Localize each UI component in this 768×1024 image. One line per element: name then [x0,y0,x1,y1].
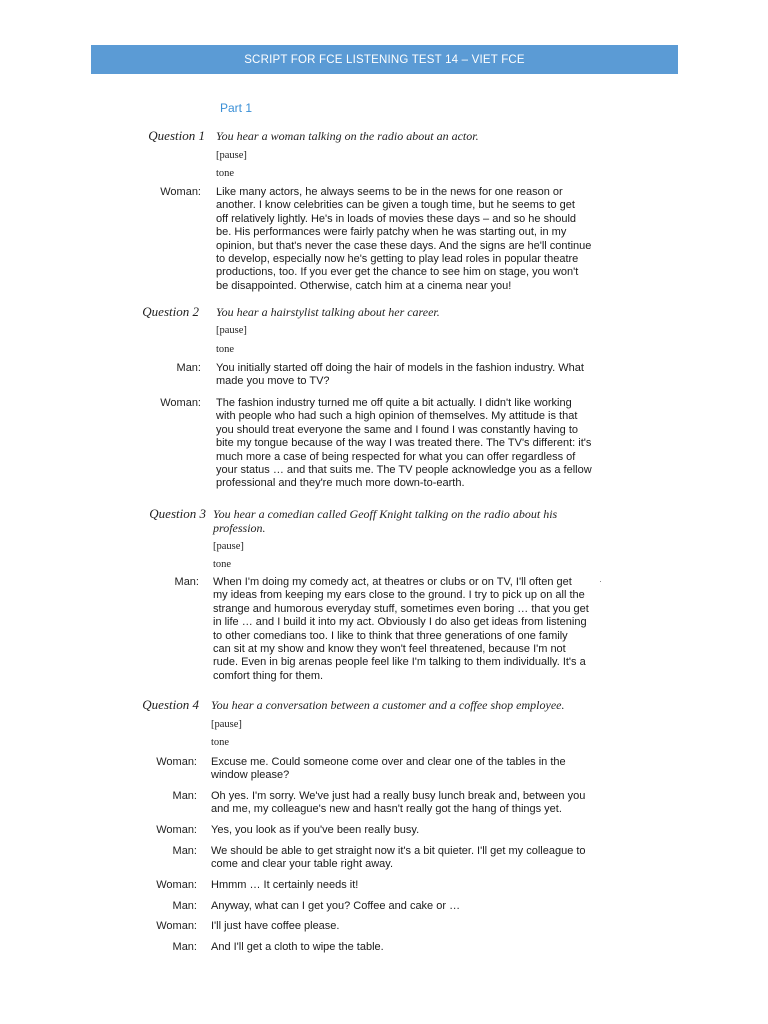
scan-speck [600,581,601,582]
q2-woman-speech [216,397,592,491]
q2-man-speech [216,362,584,389]
prompt-line: profession. [213,521,266,535]
question-1-prompt: You hear a woman talking on the radio about an actor. [216,129,479,143]
speech-line: Hmmm … It certainly needs it! [211,879,359,891]
speech-line: Oh yes. I'm sorry. We've just had a really busy lunch break and, between you [211,790,586,802]
speech-line: with people who had such a high opinion of themselves. My attitude is that [216,410,578,423]
q4-turn-speaker: Man: [172,900,197,912]
speech-line: much more a case of being respected for what you can offer regardless of [216,450,576,463]
q3-speaker: Man: [174,576,199,588]
q2-pause: [pause] [216,325,247,336]
speech-line: Yes, you look as if you've been really busy. [211,824,420,836]
speech-line: Anyway, what can I get you? Coffee and cake or … [211,900,461,912]
q4-turn-speech [211,900,460,913]
question-4-prompt: You hear a conversation between a customer and a coffee shop employee. [211,698,565,712]
q4-turn-speaker: Man: [172,790,197,802]
speech-line: and me, my colleague's new and hasn't really got the hang of things yet. [211,803,562,816]
question-4-label: Question 4 [142,697,199,712]
speech-line: your status … and that suits me. The TV people acknowledge you as a fellow [216,464,592,477]
q3-pause: [pause] [213,541,244,552]
speech-line: strange and humorous everyday stuff, sometimes even boring … that you get [213,602,589,615]
speech-line: be. His performances were fairly patchy when he was starting out, in my [216,226,567,239]
speech-line: rude. Even in big arenas people feel like I'm talking to them individually. It's a [213,656,586,669]
speech-line: You initially started off doing the hair of models in the fashion industry. What [216,362,584,374]
speech-line: made you move to TV? [216,375,330,388]
q4-turn-speaker: Woman: [156,879,197,891]
speech-line: you should treat everyone the same and I found I was constantly having to [216,423,579,436]
part-heading: Part 1 [220,101,253,115]
speech-line: to other comedians too. I like to think that three generations of one family [213,629,568,642]
speech-line: The fashion industry turned me off quite a bit actually. I didn't like working [216,397,572,409]
q2-man-speaker: Man: [176,362,201,374]
speech-line: bite my tongue because of the way I was treated there. The TV's different: it's [216,437,592,450]
q4-turn-speech [211,845,586,872]
speech-line: another. I know celebrities can be given a tough time, but he seems to get [216,199,575,212]
q4-turn-speaker: Woman: [156,920,197,932]
speech-line: We should be able to get straight now it's a bit quieter. I'll get my colleague to [211,845,586,857]
q1-speech [216,186,591,293]
q4-tone: tone [211,737,230,748]
prompt-line: You hear a comedian called Geoff Knight talking on the radio about his [213,507,558,521]
speech-line: When I'm doing my comedy act, at theatres or clubs or on TV, I'll often get [213,576,572,588]
speech-line: opinion, but that's never the case these days. And the signs are he'll continue [216,239,592,252]
q2-woman-speaker: Woman: [160,397,201,409]
q4-pause: [pause] [211,719,242,730]
question-3-prompt [213,507,557,535]
q4-turn-speaker: Woman: [156,824,197,836]
speech-line: off relatively lightly. He's in loads of movies these days – and so he should [216,212,577,225]
q4-turn-speech [211,824,419,837]
speech-line: be disappointed. Otherwise, catch him at a cinema near you! [216,279,512,292]
speech-line: professional and they're much more down-to-earth. [216,477,465,490]
speech-line: window please? [211,769,290,782]
q1-speaker: Woman: [160,186,201,198]
q1-tone: tone [216,168,235,179]
q1-pause: [pause] [216,150,247,161]
speech-line: my ideas from keeping my ears close to the ground. I try to pick up on all the [213,589,585,602]
q3-tone: tone [213,559,232,570]
speech-line: And I'll get a cloth to wipe the table. [211,941,384,953]
speech-line: in life … and I build it into my act. Obviously I do also get ideas from listening [213,616,587,629]
q4-turn-speaker: Woman: [156,756,197,768]
speech-line: Excuse me. Could someone come over and clear one of the tables in the [211,756,566,768]
q4-turn-speech [211,941,384,954]
q4-turn-speech [211,790,585,817]
speech-line: productions, too. If you ever get the chance to see him on stage, you won't [216,266,579,279]
question-3-label: Question 3 [149,506,206,521]
q4-turn-speech [211,920,339,933]
speech-line: come and clear your table right away. [211,858,393,871]
question-2-label: Question 2 [142,304,199,319]
speech-line: can sit at my show and know they won't feel threatened, because I'm not [213,643,566,656]
speech-line: Like many actors, he always seems to be in the news for one reason or [216,186,563,198]
speech-line: comfort thing for them. [213,669,324,682]
q4-turn-speaker: Man: [172,845,197,857]
speech-line: to develop, especially now he's getting to play lead roles in popular theatre [216,253,579,266]
document-title: SCRIPT FOR FCE LISTENING TEST 14 – VIET FCE [244,53,525,66]
q4-turn-speaker: Man: [172,941,197,953]
q4-turn-speech [211,756,566,783]
q2-tone: tone [216,344,235,355]
question-2-prompt: You hear a hairstylist talking about her career. [216,305,440,319]
q3-speech [213,576,589,683]
q4-turn-speech [211,879,358,892]
question-1-label: Question 1 [148,128,205,143]
speech-line: I'll just have coffee please. [211,920,340,932]
document-header-bar [91,45,678,74]
